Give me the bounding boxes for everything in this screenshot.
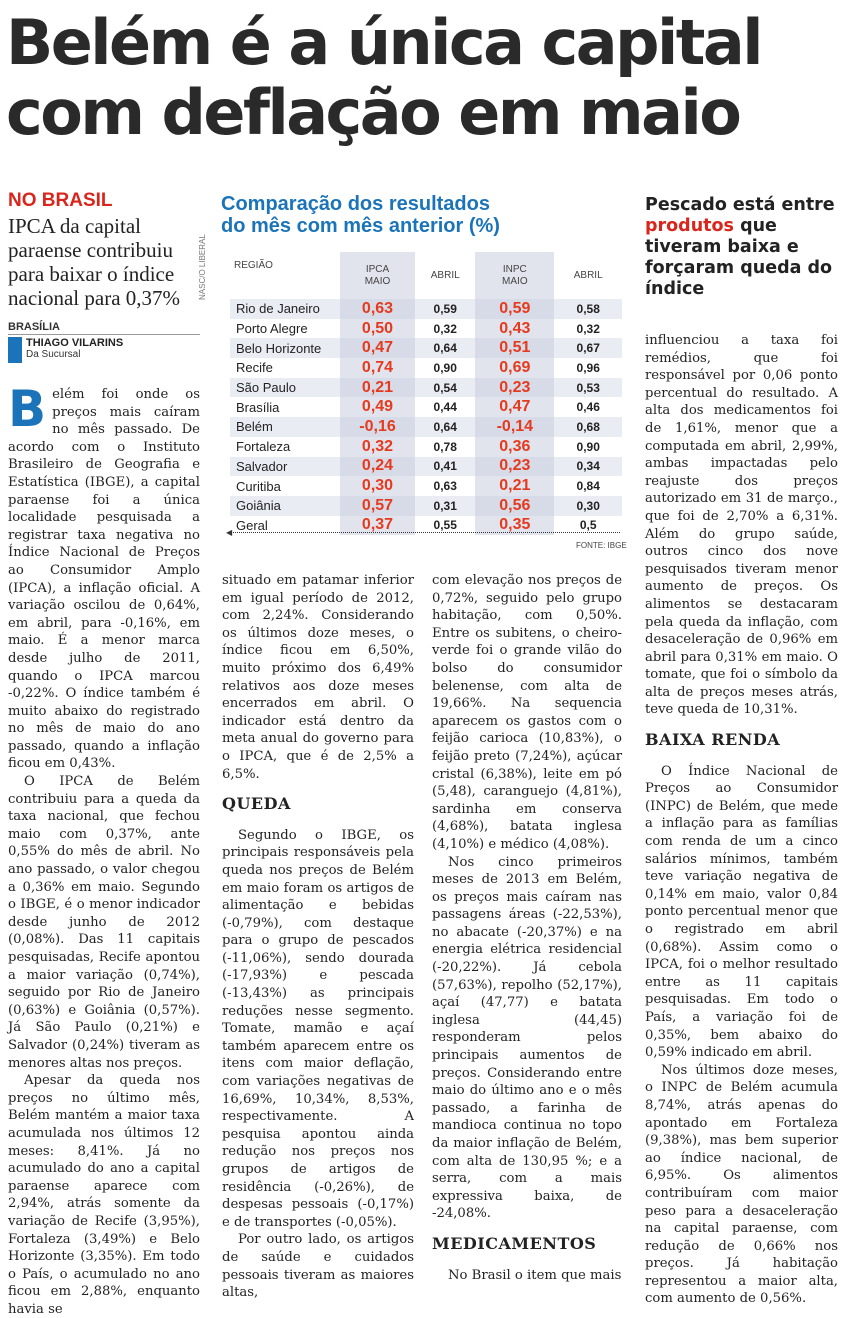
cell-region: Brasília [236,399,280,415]
cell-ipca-april: 0,59 [415,299,475,319]
chart-title-line-2: do mês com mês anterior (%) [221,215,500,237]
drop-cap: B [8,380,47,438]
paragraph: O Índice Nacional de Preços ao Consumidor (INPC) de Belém, que mede a inflação para as famílias com renda de um a cinco salários mínimos, também teve variação negativa de 0,14% em maio, valor 0,84 ponto percentual menor que o registrado em abril (0,68%). Assim como o IPCA, foi o melhor resultado entre as 11 capitais pesquisadas. Em todo o País, a variação foi de 0,35%, bem abaixo do 0,59% indicado em abril. [645,763,838,1061]
section-heading-baixa-renda: BAIXA RENDA [645,730,781,750]
cell-inpc-may: 0,35 [475,516,554,536]
cell-region: Salvador [230,457,340,477]
article-column-2 [222,572,414,1302]
pull-quote [645,195,845,300]
cell-ipca-april: 0,78 [433,439,457,454]
paragraph: Nos últimos doze meses, o INPC de Belém acumula 8,74%, atrás apenas do apontado em Fortaleza (9,38%), mas bem superior ao índice nacional, de 6,95%. Os alimentos contribuíram com maior peso para a desaceleração na capital paraense, com redução de 0,66% nos preços. Já habitação representou a maior alta, com aumento de 0,56%. [645,1062,838,1307]
table-row [230,457,622,477]
header-ipca-april: ABRIL [430,269,460,281]
cell-region: Belém [230,417,340,437]
article-column-1 [8,380,200,1318]
cell-ipca-may: 0,21 [340,378,415,398]
cell-ipca-april: 0,31 [415,496,475,516]
cell-ipca-april: 0,64 [415,417,475,437]
cell-region: Fortaleza [236,439,291,455]
section-heading-medicamentos: MEDICAMENTOS [432,1233,597,1253]
cell-ipca-april: 0,44 [433,400,457,415]
byline-author-row [8,337,200,363]
cell-ipca-may: 0,30 [340,476,415,496]
cell-ipca-april: 0,64 [415,338,475,358]
byline [8,321,200,363]
paragraph: Nos cinco primeiros meses de 2013 em Belém, os preços mais caíram nas passagens áreas (-22,53%), no abacate (-20,37%) e na energia elétrica residencial (-20,22%). Já cebola (57,63%), repolho (52,17%), açaí (47,77) e batata inglesa (44,45) responderam pelos principais aumentos de preços. Considerando entre maio do último ano e o mês passado, a farinha de mandioca continua no topo da maior inflação de Belém, com alta de 130,95 %; e a serra, com a mais expressiva baixa, de -24,08%. [432,854,622,1222]
cell-ipca-may: 0,37 [340,516,415,536]
cell-inpc-may: 0,43 [475,319,554,339]
paragraph: Apesar da queda nos preços no último mês, Belém mantém a maior taxa acumulada nos últimos 12 meses: 8,41%. Já no acumulado do ano a capital paraense aparece com 2,94%, atrás somente da variação de Recife (3,95%), Fortaleza (3,49%) e Belo Horizonte (3,35%). Em todo o País, o acumulado no ano ficou em 2,88%, enquanto havia se [8,1073,200,1317]
table-row [230,299,622,319]
cell-inpc-april: 0,34 [554,457,622,477]
table-header-row [230,252,622,299]
cell-ipca-may: 0,57 [340,496,415,516]
headline [6,8,846,148]
byline-city: BRASÍLIA [8,321,200,335]
chart-divider [230,532,620,533]
cell-inpc-april: 0,96 [576,360,600,375]
cell-ipca-april: 0,63 [433,479,457,494]
cell-inpc-april: 0,5 [579,518,597,533]
cell-inpc-april: 0,46 [576,400,600,415]
cell-ipca-may: 0,24 [340,457,415,477]
chart-title-line-1: Comparação dos resultados [221,193,490,215]
deck: IPCA da capital paraense contribuiu para baixar o índice nacional para 0,37% [8,214,181,310]
cell-ipca-may: 0,47 [340,338,415,358]
cell-ipca-may: 0,74 [340,358,415,378]
cell-inpc-may: 0,23 [475,457,554,477]
paragraph: Belém foi onde os preços mais caíram no mês passado. De acordo com o Instituto Brasileiro de Geografia e Estatística (IBGE), a capital paraense foi a única localidade pesquisada a registrar taxa negativa no Índice Nacional de Preços ao Consumidor Amplo (IPCA), a inflação oficial. A variação oscilou de 0,64%, em abril, para -0,16%, em maio. É a menor marca desde julho de 2011, quando o IPCA marcou -0,22%. O índice também é muito abaixo do registrado no mês de maio do ano passado, quando a inflação ficou em 0,43%. [8,380,200,772]
cell-region: Rio de Janeiro [230,299,340,319]
headline-line-2: com deflação em maio [6,76,740,149]
chart-source: FONTE: IBGE [576,541,627,550]
cell-ipca-april: 0,90 [433,360,457,375]
kicker: NO BRASIL [8,190,113,211]
paragraph: Por outro lado, os artigos de saúde e cuidados pessoais tiveram as maiores altas, [222,1232,414,1301]
paragraph: situado em patamar inferior em igual período de 2012, com 2,24%. Considerando os últimos doze meses, o índice ficou em 6,50%, muito próximo dos 6,49% relativos aos doze meses encerrados em abril. O indicador está dentro da meta anual do governo para o IPCA, que é de 2,5% a 6,5%. [222,573,414,782]
pull-quote-highlight: produtos [645,216,734,236]
paragraph: Segundo o IBGE, os principais responsáveis pela queda nos preços de Belém em maio foram os artigos de alimentação e bebidas (-0,79%), com destaque para o grupo de pescados (-11,06%), sendo dourada (-17,93%) e pescada (-13,43%) as principais reduções nesse segmento. Tomate, mamão e açaí também aparecem entre os itens com maior deflação, com variações negativas de 16,69%, 10,34%, 8,53%, respectivamente. A pesquisa apontou ainda redução nos preços nos grupos de artigos de residência (-0,26%), de despesas pessoais (-0,17%) e de transportes (-0,05%). [222,827,414,1230]
cell-inpc-may: 0,36 [475,437,554,457]
chart-arrow-icon: ◀ [226,528,233,537]
table-row [230,358,622,378]
header-ipca-may: IPCA MAIO [340,252,415,299]
byline-author: THIAGO VILARINS [26,337,124,349]
cell-inpc-may: 0,47 [475,397,554,417]
cell-inpc-april: 0,67 [554,338,622,358]
cell-inpc-april: 0,84 [576,479,600,494]
cell-inpc-april: 0,30 [554,496,622,516]
byline-accent-bar [8,337,22,363]
cell-ipca-april: 0,32 [433,321,457,336]
paragraph: com elevação nos preços de 0,72%, seguido pelo grupo habitação, com 0,50%. Entre os subitens, o cheiro-verde foi o grande vilão do bolso do consumidor belenense, com alta de 19,66%. Na sequencia aparecem os gastos com o feijão carioca (10,83%), o feijão preto (7,24%), açúcar cristal (6,38%), leite em pó (5,48), caranguejo (4,81%), sardinha em conserva (4,68%), batata inglesa (4,10%) e médico (4,08%). [432,573,622,852]
cell-inpc-may: 0,21 [475,476,554,496]
cell-region: Curitiba [236,478,281,494]
chart-side-credit: NASC/O LIBERAL [198,234,207,300]
article-column-3 [432,572,622,1284]
cell-inpc-april: 0,68 [554,417,622,437]
table-row [230,476,622,496]
cell-inpc-may: 0,23 [475,378,554,398]
header-inpc-april: ABRIL [573,269,603,281]
paragraph: influenciou a taxa foi remédios, que foi responsável por 0,06 ponto percentual do resultado. A alta dos medicamentos foi de 1,61%, menor que a computada em abril, 2,99%, ambas impactadas pelo reajuste dos preços autorizado em 31 de março., que foi de 2,70% a 6,31%. Além do grupo saúde, outros cinco dos nove pesquisados tiveram menor aumento de preços. Os alimentos se destacaram pela queda da inflação, com desaceleração de 0,96% em abril para 0,31% em maio. O tomate, que foi o símbolo da alta de preços meses atrás, teve queda de 10,31%. [645,333,838,718]
section-heading-queda: QUEDA [222,794,291,814]
table-row [230,417,622,437]
cell-region: Porto Alegre [236,321,308,337]
cell-inpc-may: 0,69 [475,358,554,378]
cell-ipca-may: 0,32 [340,437,415,457]
cell-region: Geral [236,517,268,533]
paragraph: No Brasil o item que mais [448,1267,622,1283]
cell-ipca-may: 0,63 [340,299,415,319]
header-inpc-may: INPC MAIO [475,252,554,299]
table-body [230,299,622,535]
cell-inpc-april: 0,53 [554,378,622,398]
article-column-4 [645,332,838,1308]
headline-line-1: Belém é a única capital [6,6,762,79]
byline-org: Da Sucursal [26,349,81,360]
pull-quote-part-2: que tiveram baixa e forçaram queda do índice [645,216,833,299]
paragraph: O IPCA de Belém contribuiu para a queda da taxa nacional, que fechou maio com 0,37%, ante 0,55% do mês de abril. No ano passado, o valor chegou a 0,36% em maio. Segundo o IBGE, é o menor indicador desde junho de 2012 (0,08%). Das 11 capitais pesquisadas, Recife apontou a maior variação (0,74%), seguido por Rio de Janeiro (0,63%) e Goiânia (0,57%). Já São Paulo (0,21%) e Salvador (0,24%) tiveram as menores altas nos preços. [8,774,200,1071]
cell-ipca-may: 0,50 [340,319,415,339]
table-row [230,378,622,398]
chart-title [221,193,621,237]
cell-ipca-april: 0,55 [433,518,457,533]
cell-inpc-april: 0,90 [576,439,600,454]
table-row [230,437,622,457]
cell-inpc-may: 0,51 [475,338,554,358]
cell-inpc-april: 0,58 [554,299,622,319]
cell-region: Goiânia [230,496,340,516]
cell-ipca-may: -0,16 [340,417,415,437]
cell-region: Belo Horizonte [230,338,340,358]
cell-inpc-may: 0,59 [475,299,554,319]
cell-ipca-april: 0,41 [415,457,475,477]
table-row [230,496,622,516]
table-row [230,397,622,417]
cell-ipca-may: 0,49 [340,397,415,417]
cell-inpc-may: 0,56 [475,496,554,516]
cell-inpc-april: 0,32 [576,321,600,336]
table-row [230,319,622,339]
cell-ipca-april: 0,54 [415,378,475,398]
header-region: REGIÃO [234,260,273,271]
table-row [230,338,622,358]
cell-inpc-may: -0,14 [475,417,554,437]
comparison-table [230,252,622,535]
cell-region: São Paulo [230,378,340,398]
pull-quote-part-1: Pescado está entre [645,195,835,215]
cell-region: Recife [236,360,273,376]
